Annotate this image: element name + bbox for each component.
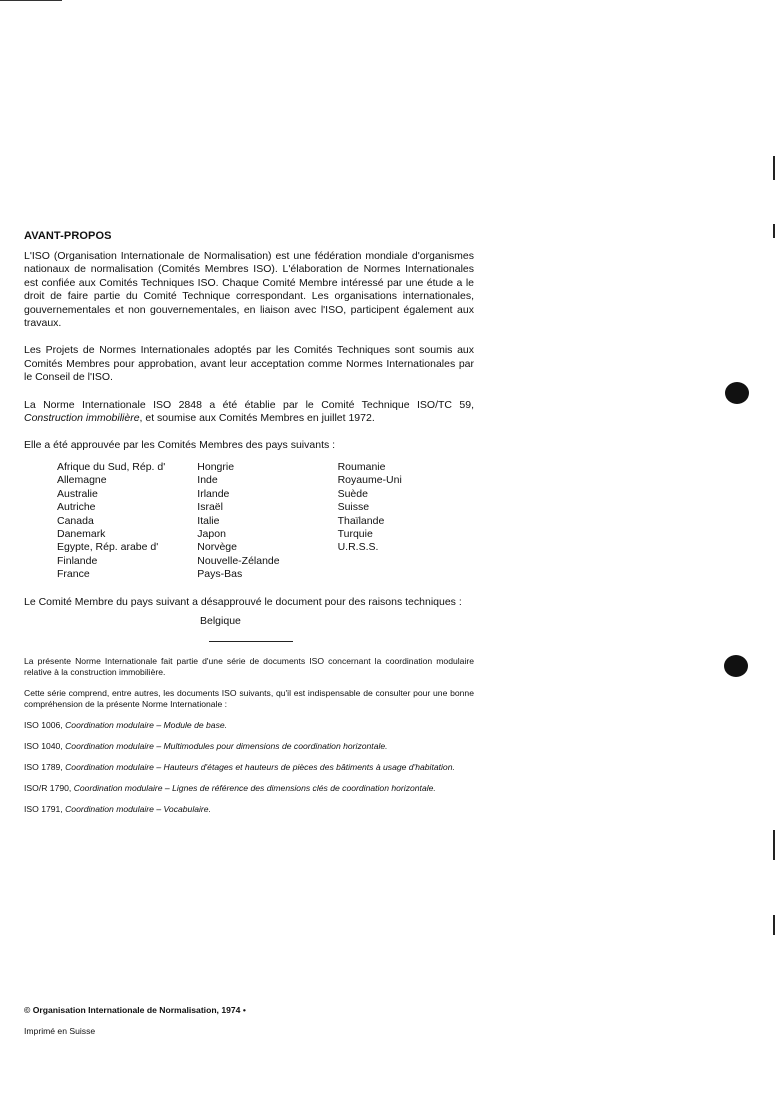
disapproving-country: Belgique <box>200 614 241 627</box>
reference-item <box>24 741 474 752</box>
scan-edge-mark <box>773 156 775 180</box>
p3-before: La Norme Internationale ISO 2848 a été établie par le Comité Technique ISO/TC 59, <box>24 398 474 411</box>
approving-countries <box>57 461 474 582</box>
country-item: Turquie <box>337 527 373 540</box>
section-heading: AVANT-PROPOS <box>24 230 112 242</box>
reference-code: ISO 1791, <box>24 803 66 814</box>
approval-intro: Elle a été approuvée par les Comités Membres des pays suivants : <box>24 439 336 452</box>
reference-title: Coordination modulaire – Module de base. <box>65 719 228 730</box>
country-item: Finlande <box>57 554 98 567</box>
scan-edge-mark <box>773 224 775 238</box>
binder-hole-mark <box>724 655 748 677</box>
scan-edge-mark <box>773 915 775 935</box>
copyright-notice: © Organisation Internationale de Normalisation, 1974 • <box>24 1005 246 1015</box>
binder-hole-mark <box>725 382 749 404</box>
committee-name: Construction immobilière <box>24 412 140 425</box>
country-column-1 <box>57 461 197 582</box>
country-item: Canada <box>57 514 94 527</box>
country-item: Pays-Bas <box>197 568 243 581</box>
reference-title: Coordination modulaire – Vocabulaire. <box>65 803 211 814</box>
country-item: Australie <box>57 487 98 500</box>
paragraph-approval-process: Les Projets de Normes Internationales adoptés par les Comités Techniques sont soumis aux Comités Membres pour approbation, avant leur acceptation comme Normes Internationales par le Conseil de l'ISO. <box>24 344 474 384</box>
reference-item <box>24 720 474 731</box>
country-item: Allemagne <box>57 474 107 487</box>
country-item: Norvège <box>197 541 237 554</box>
scan-edge-mark <box>773 830 775 860</box>
reference-code: ISO/R 1790, <box>24 782 74 793</box>
paragraph-iso-intro: L'ISO (Organisation Internationale de Normalisation) est une fédération mondiale d'organismes nationaux de normalisation (Comités Membres ISO). L'élaboration de Normes Internationales est confiée aux Comités Techniques ISO. Chaque Comité Membre intéressé par une étude a le droit de faire partie du Comité Technique correspondant. Les organisations internationales, gouvernementales et non gouvernementales, en liaison avec l'ISO, participent également aux travaux. <box>24 250 474 330</box>
country-item: Roumanie <box>337 460 386 473</box>
country-item: Suède <box>337 487 368 500</box>
paragraph-standard-origin <box>24 399 474 426</box>
disapproval-text: Le Comité Membre du pays suivant a désapprouvé le document pour des raisons techniques : <box>24 595 462 608</box>
country-item: Egypte, Rép. arabe d' <box>57 541 159 554</box>
country-item: Autriche <box>57 501 96 514</box>
note-related-docs: Cette série comprend, entre autres, les documents ISO suivants, qu'il est indispensable de consulter pour une bonne compréhension de la présente Norme Internationale : <box>24 687 474 709</box>
country-column-3 <box>338 461 474 582</box>
country-item: Suisse <box>337 501 370 514</box>
country-item: Hongrie <box>197 460 235 473</box>
foreword-section <box>24 230 474 825</box>
p3-after: , et soumise aux Comités Membres en juillet 1972. <box>139 412 375 425</box>
note-series: La présente Norme Internationale fait partie d'une série de documents ISO concernant la coordination modulaire relative à la construction immobilière. <box>24 655 474 677</box>
country-item: Royaume-Uni <box>337 474 402 487</box>
country-item: Israël <box>197 501 223 514</box>
country-item: U.R.S.S. <box>337 541 379 554</box>
reference-item <box>24 783 474 794</box>
country-item: Irlande <box>197 487 230 500</box>
country-item: Afrique du Sud, Rép. d' <box>57 460 166 473</box>
reference-title: Coordination modulaire – Lignes de référence des dimensions clés de coordination horizontale. <box>73 782 436 793</box>
country-item: France <box>57 568 90 581</box>
reference-item <box>24 762 474 773</box>
reference-code: ISO 1789, <box>24 761 66 772</box>
country-item: Inde <box>197 474 218 487</box>
top-rule <box>0 0 62 1</box>
section-divider <box>209 641 293 642</box>
country-column-2 <box>197 461 337 582</box>
country-item: Danemark <box>57 527 106 540</box>
reference-code: ISO 1040, <box>24 740 66 751</box>
reference-code: ISO 1006, <box>24 719 66 730</box>
printed-in: Imprimé en Suisse <box>24 1026 96 1036</box>
reference-item <box>24 804 474 815</box>
reference-title: Coordination modulaire – Hauteurs d'étages et hauteurs de pièces des bâtiments à usage d'habitation. <box>65 761 455 772</box>
country-item: Thaïlande <box>337 514 385 527</box>
country-item: Italie <box>197 514 220 527</box>
reference-title: Coordination modulaire – Multimodules pour dimensions de coordination horizontale. <box>65 740 388 751</box>
country-item: Japon <box>197 527 226 540</box>
country-item: Nouvelle-Zélande <box>197 554 280 567</box>
